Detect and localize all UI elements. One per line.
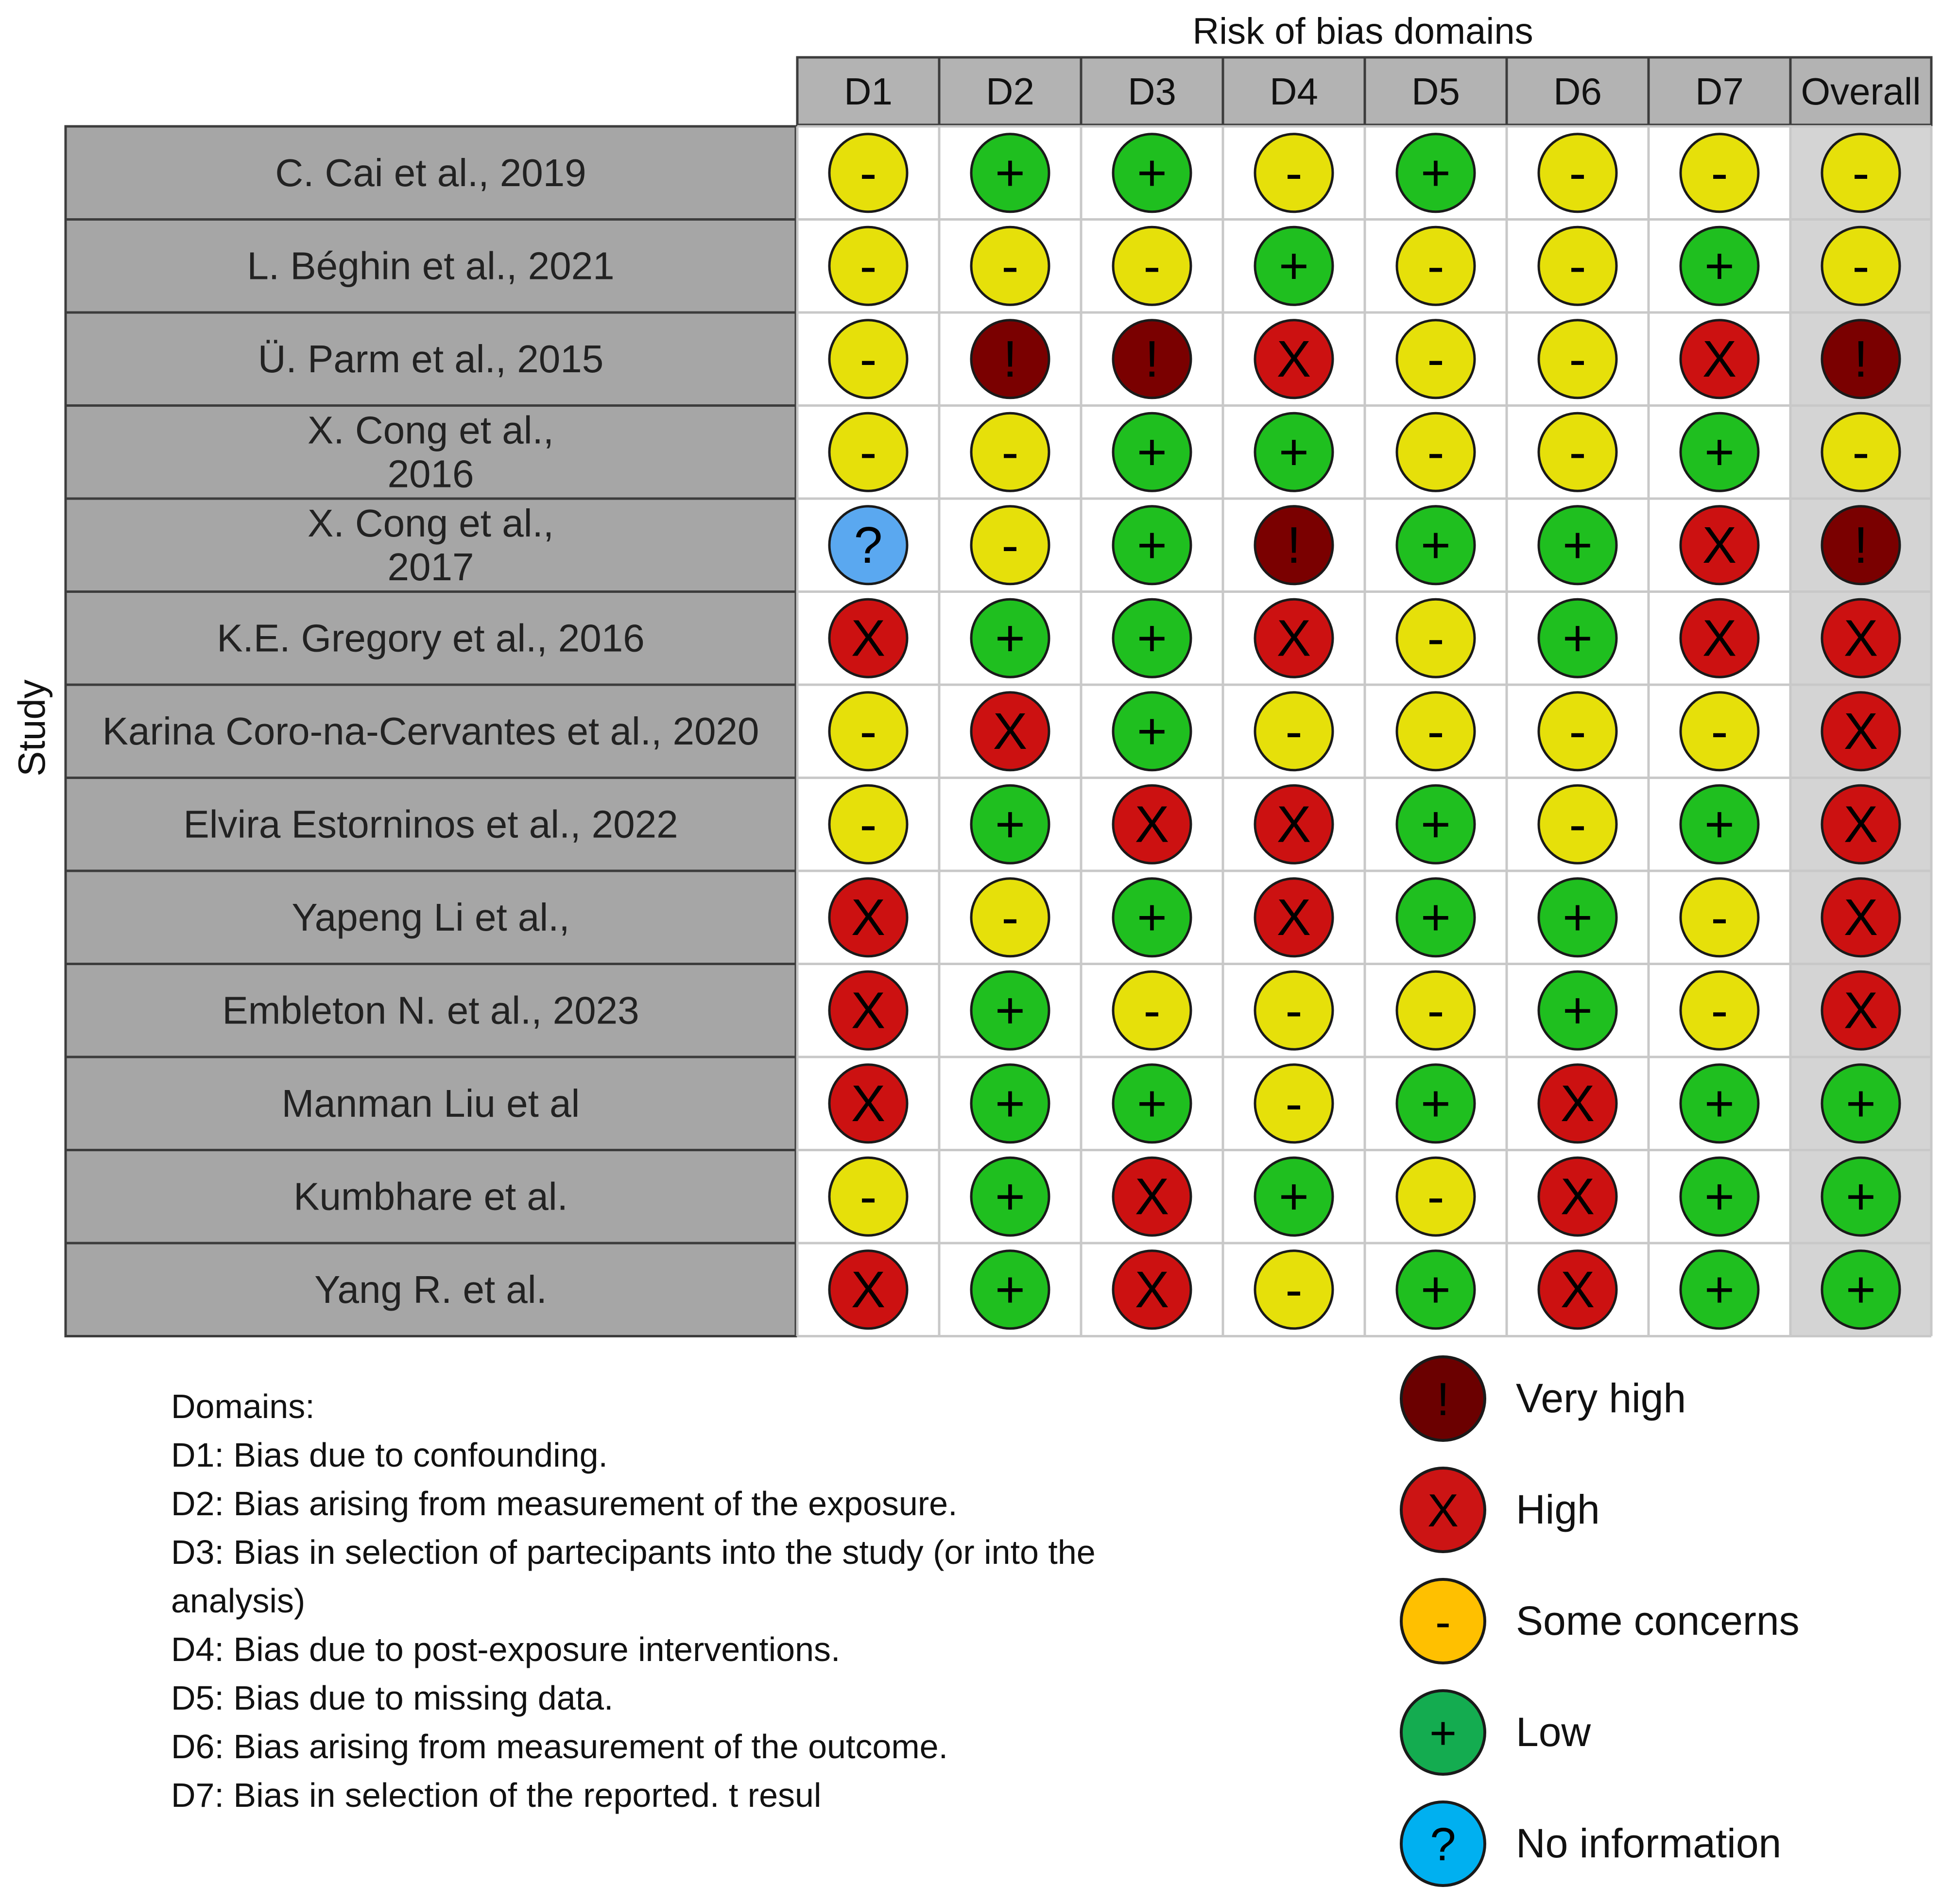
judgement-d1-noinfo (829, 506, 907, 584)
judgement-d2-some (971, 413, 1049, 491)
judgement-symbol: ! (1287, 516, 1301, 574)
judgement-symbol: + (995, 982, 1025, 1039)
domain-note: D5: Bias due to missing data. (171, 1679, 614, 1717)
judgement-d7-high (1681, 599, 1758, 677)
domain-notes (171, 1387, 1096, 1814)
judgement-symbol: - (859, 144, 877, 202)
judgement-d7-low (1681, 785, 1758, 863)
column-header-label: Overall (1801, 70, 1921, 113)
legend-label: Low (1516, 1709, 1591, 1755)
judgement-symbol: - (1427, 609, 1444, 667)
judgement-d6-low (1539, 506, 1616, 584)
judgement-overall-low (1822, 1065, 1900, 1142)
judgement-symbol: - (1285, 982, 1303, 1039)
domains-heading: Domains: (171, 1387, 315, 1425)
judgement-d6-some (1539, 413, 1616, 491)
study-row (66, 499, 1900, 592)
column-header-label: D4 (1270, 70, 1318, 113)
column-header-d5 (1365, 57, 1507, 125)
judgement-d7-low (1681, 413, 1758, 491)
judgement-d3-low (1113, 879, 1191, 956)
judgement-d7-some (1681, 134, 1758, 212)
judgement-d3-veryhigh (1113, 320, 1191, 398)
judgement-d1-some (829, 134, 907, 212)
judgement-d5-low (1397, 506, 1475, 584)
judgement-d2-low (971, 1065, 1049, 1142)
judgement-symbol: X (1702, 609, 1737, 667)
judgement-d1-some (829, 692, 907, 770)
judgement-d6-high (1539, 1158, 1616, 1235)
judgement-d2-some (971, 879, 1049, 956)
judgement-symbol: X (851, 982, 886, 1039)
domain-note: D3: Bias in selection of partecipants into the study (or into the (171, 1533, 1096, 1571)
judgement-d3-low (1113, 134, 1191, 212)
study-name-label: Kumbhare et al. (293, 1175, 568, 1218)
judgement-d7-some (1681, 971, 1758, 1049)
judgement-d1-high (829, 971, 907, 1049)
judgement-symbol: + (1704, 796, 1735, 853)
judgement-symbol: - (1711, 888, 1728, 946)
study-row (66, 312, 1900, 406)
judgement-d1-high (829, 1251, 907, 1329)
judgement-symbol: X (851, 1074, 886, 1132)
judgement-symbol: - (1285, 702, 1303, 760)
judgement-d6-some (1539, 692, 1616, 770)
study-name-label: Yang R. et al. (314, 1267, 547, 1311)
judgement-d4-low (1255, 1158, 1333, 1235)
domain-note: D7: Bias in selection of the reported. t resul (171, 1776, 822, 1814)
judgement-symbol: - (1852, 423, 1870, 481)
judgement-symbol: ! (1854, 330, 1868, 388)
study-name-label: Manman Liu et al (281, 1081, 580, 1125)
judgement-d3-low (1113, 692, 1191, 770)
judgement-symbol: - (1569, 423, 1586, 481)
judgement-symbol: + (1137, 423, 1167, 481)
judgement-d5-low (1397, 879, 1475, 956)
judgement-symbol: - (859, 796, 877, 853)
column-header-d2 (939, 57, 1081, 125)
judgement-symbol: - (859, 423, 877, 481)
judgement-d1-some (829, 320, 907, 398)
judgement-symbol: + (995, 1074, 1025, 1132)
judgement-d2-low (971, 599, 1049, 677)
judgement-symbol: - (1569, 330, 1586, 388)
grid-lines (797, 126, 1931, 1336)
judgement-symbol: - (1001, 888, 1019, 946)
legend-item-low (1401, 1691, 1591, 1774)
column-headers (797, 57, 1931, 125)
judgement-overall-veryhigh (1822, 506, 1900, 584)
judgement-symbol: + (995, 1168, 1025, 1226)
judgement-symbol: - (1852, 144, 1870, 202)
judgement-symbol: X (1276, 888, 1311, 946)
study-name-label: X. Cong et al., (308, 408, 554, 452)
domain-note: D2: Bias arising from measurement of the exposure. (171, 1485, 958, 1523)
judgement-symbol: X (1702, 330, 1737, 388)
domain-note: D4: Bias due to post-exposure interventions. (171, 1630, 841, 1668)
judgement-symbol: + (1704, 1074, 1735, 1132)
judgement-symbol: + (1846, 1074, 1876, 1132)
judgement-symbol: - (1711, 982, 1728, 1039)
judgement-d3-low (1113, 599, 1191, 677)
judgement-overall-high (1822, 599, 1900, 677)
judgement-symbol: ! (1145, 330, 1159, 388)
judgement-d5-some (1397, 413, 1475, 491)
judgement-d4-some (1255, 134, 1333, 212)
judgement-symbol: X (1276, 609, 1311, 667)
judgement-d4-low (1255, 227, 1333, 305)
column-header-label: D3 (1128, 70, 1176, 113)
judgement-symbol: X (993, 702, 1028, 760)
judgement-d4-some (1255, 1251, 1333, 1329)
judgement-d1-high (829, 599, 907, 677)
column-header-label: D6 (1553, 70, 1602, 113)
legend-symbol: ? (1430, 1818, 1456, 1870)
judgement-d3-high (1113, 785, 1191, 863)
judgement-symbol: + (1279, 423, 1309, 481)
judgement-symbol: + (1421, 144, 1451, 202)
study-name-label: L. Béghin et al., 2021 (247, 244, 615, 288)
judgement-symbol: ! (1854, 516, 1868, 574)
study-name-label: K.E. Gregory et al., 2016 (217, 616, 645, 660)
judgement-d2-low (971, 1251, 1049, 1329)
judgement-overall-low (1822, 1158, 1900, 1235)
judgement-d6-some (1539, 227, 1616, 305)
judgement-d1-some (829, 785, 907, 863)
judgement-symbol: - (1427, 330, 1444, 388)
judgement-symbol: + (1704, 1168, 1735, 1226)
column-header-overall (1790, 57, 1931, 125)
column-header-label: D2 (986, 70, 1034, 113)
legend-label: Very high (1516, 1375, 1686, 1421)
judgement-symbol: - (1852, 237, 1870, 295)
judgement-overall-some (1822, 134, 1900, 212)
judgement-symbol: ! (1003, 330, 1017, 388)
judgement-d5-some (1397, 320, 1475, 398)
judgement-symbol: + (1421, 796, 1451, 853)
judgement-symbol: X (851, 888, 886, 946)
chart-title: Risk of bias domains (1192, 11, 1533, 52)
judgement-symbol: + (995, 609, 1025, 667)
judgement-symbol: + (1137, 516, 1167, 574)
judgement-d2-some (971, 506, 1049, 584)
judgement-symbol: X (1276, 330, 1311, 388)
column-header-d1 (797, 57, 939, 125)
judgement-symbol: + (995, 1261, 1025, 1318)
judgement-symbol: - (1285, 144, 1303, 202)
study-name-label: C. Cai et al., 2019 (275, 151, 586, 194)
judgement-d7-some (1681, 692, 1758, 770)
judgement-symbol: X (851, 609, 886, 667)
judgement-symbol: X (1560, 1261, 1595, 1318)
judgement-symbol: - (1427, 702, 1444, 760)
judgement-overall-high (1822, 785, 1900, 863)
study-name-label: Karina Coro-na-Cervantes et al., 2020 (102, 709, 759, 753)
judgement-symbol: - (859, 237, 877, 295)
judgement-d4-veryhigh (1255, 506, 1333, 584)
legend-item-high (1401, 1468, 1600, 1552)
judgement-d7-low (1681, 227, 1758, 305)
judgement-symbol: + (1137, 609, 1167, 667)
judgement-symbol: X (1843, 702, 1878, 760)
judgement-d5-low (1397, 134, 1475, 212)
judgement-symbol: - (1711, 702, 1728, 760)
judgement-d6-some (1539, 785, 1616, 863)
judgement-d5-some (1397, 692, 1475, 770)
judgement-symbol: - (1711, 144, 1728, 202)
judgement-overall-high (1822, 971, 1900, 1049)
judgement-d5-some (1397, 599, 1475, 677)
judgement-overall-some (1822, 227, 1900, 305)
judgement-symbol: + (1563, 888, 1593, 946)
judgement-symbol: - (1285, 1074, 1303, 1132)
study-name-label: Ü. Parm et al., 2015 (258, 337, 604, 381)
judgement-d1-some (829, 1158, 907, 1235)
judgement-d2-low (971, 1158, 1049, 1235)
legend-label: No information (1516, 1820, 1782, 1866)
judgement-symbol: - (1001, 237, 1019, 295)
judgement-d7-low (1681, 1065, 1758, 1142)
judgement-symbol: X (1134, 1168, 1169, 1226)
judgement-overall-high (1822, 879, 1900, 956)
legend-label: Some concerns (1516, 1598, 1800, 1644)
judgement-symbol: - (1001, 516, 1019, 574)
legend-symbol: ! (1436, 1373, 1450, 1425)
judgement-d4-high (1255, 879, 1333, 956)
judgement-symbol: - (1143, 237, 1161, 295)
judgement-overall-high (1822, 692, 1900, 770)
judgement-d7-some (1681, 879, 1758, 956)
study-row (66, 964, 1900, 1057)
judgement-symbol: - (1285, 1261, 1303, 1318)
judgement-symbol: - (1569, 144, 1586, 202)
legend-item-noinfo (1401, 1802, 1781, 1886)
judgement-symbol: + (1421, 1074, 1451, 1132)
judgement-d7-low (1681, 1158, 1758, 1235)
column-header-label: D1 (844, 70, 893, 113)
judgement-d7-high (1681, 506, 1758, 584)
study-name-label: Elvira Estorninos et al., 2022 (183, 802, 678, 846)
judgement-symbol: + (1846, 1261, 1876, 1318)
judgement-symbol: X (1560, 1168, 1595, 1226)
judgement-symbol: + (1563, 516, 1593, 574)
judgement-d2-low (971, 785, 1049, 863)
legend-item-veryhigh (1401, 1357, 1686, 1440)
column-header-d3 (1081, 57, 1223, 125)
judgement-symbol: - (859, 330, 877, 388)
judgement-symbol: + (1704, 237, 1735, 295)
judgement-d2-high (971, 692, 1049, 770)
judgement-d4-some (1255, 692, 1333, 770)
judgement-d6-some (1539, 134, 1616, 212)
judgement-d3-low (1113, 506, 1191, 584)
study-name-label: Yapeng Li et al., (292, 895, 570, 939)
judgement-symbol: X (1843, 888, 1878, 946)
study-row (66, 1150, 1900, 1244)
legend-symbol: - (1435, 1596, 1451, 1648)
judgement-symbol: + (1704, 423, 1735, 481)
study-row (66, 778, 1900, 871)
judgement-d5-low (1397, 785, 1475, 863)
study-name-label: 2017 (387, 545, 474, 589)
judgement-d3-some (1113, 971, 1191, 1049)
judgement-d2-low (971, 134, 1049, 212)
judgement-symbol: + (1137, 1074, 1167, 1132)
column-header-d6 (1507, 57, 1649, 125)
judgement-d5-low (1397, 1065, 1475, 1142)
judgement-d2-low (971, 971, 1049, 1049)
judgement-d7-high (1681, 320, 1758, 398)
judgement-symbol: + (1137, 888, 1167, 946)
judgement-symbol: - (1569, 237, 1586, 295)
study-row (66, 220, 1900, 313)
judgement-symbol: X (1702, 516, 1737, 574)
judgement-symbol: + (1137, 144, 1167, 202)
study-name-label: X. Cong et al., (308, 501, 554, 545)
judgement-symbol: X (1276, 796, 1311, 853)
study-row (66, 1057, 1900, 1150)
study-row (66, 1243, 1900, 1336)
study-row (66, 685, 1900, 778)
judgement-d4-some (1255, 971, 1333, 1049)
judgement-d2-some (971, 227, 1049, 305)
judgement-d3-high (1113, 1158, 1191, 1235)
judgement-d1-high (829, 1065, 907, 1142)
judgement-d3-some (1113, 227, 1191, 305)
judgement-symbol: - (1427, 982, 1444, 1039)
judgement-d3-low (1113, 1065, 1191, 1142)
domain-note: D6: Bias arising from measurement of the outcome. (171, 1728, 948, 1766)
judgement-symbol: X (1134, 796, 1169, 853)
legend-symbol: + (1429, 1707, 1457, 1759)
judgement-d1-some (829, 413, 907, 491)
judgement-overall-low (1822, 1251, 1900, 1329)
judgement-symbol: + (1563, 609, 1593, 667)
judgement-symbol: X (1843, 796, 1878, 853)
judgement-overall-veryhigh (1822, 320, 1900, 398)
judgement-d6-low (1539, 599, 1616, 677)
judgement-d5-some (1397, 227, 1475, 305)
judgement-symbol: X (1843, 609, 1878, 667)
judgement-d4-high (1255, 599, 1333, 677)
judgement-symbol: + (995, 144, 1025, 202)
judgement-symbol: - (1143, 982, 1161, 1039)
judgement-d4-some (1255, 1065, 1333, 1142)
judgement-d5-some (1397, 971, 1475, 1049)
judgement-symbol: - (1427, 423, 1444, 481)
judgement-d6-high (1539, 1251, 1616, 1329)
judgement-d5-low (1397, 1251, 1475, 1329)
judgement-symbol: X (1134, 1261, 1169, 1318)
judgement-d1-some (829, 227, 907, 305)
judgement-symbol: + (1421, 516, 1451, 574)
judgement-d2-veryhigh (971, 320, 1049, 398)
judgement-symbol: - (1569, 702, 1586, 760)
column-header-label: D7 (1695, 70, 1744, 113)
judgement-d6-low (1539, 971, 1616, 1049)
judgement-symbol: + (1421, 888, 1451, 946)
judgement-symbol: X (1560, 1074, 1595, 1132)
legend-label: High (1516, 1487, 1600, 1532)
judgement-symbol: - (1427, 237, 1444, 295)
judgement-symbol: + (1704, 1261, 1735, 1318)
judgement-d7-low (1681, 1251, 1758, 1329)
judgement-d3-low (1113, 413, 1191, 491)
judgement-symbol: X (1843, 982, 1878, 1039)
judgement-d4-high (1255, 785, 1333, 863)
study-name-label: Embleton N. et al., 2023 (222, 988, 639, 1032)
judgement-symbol: + (1279, 1168, 1309, 1226)
study-name-label: 2016 (387, 452, 474, 496)
judgement-d1-high (829, 879, 907, 956)
judgement-symbol: - (859, 702, 877, 760)
judgement-d3-high (1113, 1251, 1191, 1329)
domain-note: D1: Bias due to confounding. (171, 1436, 608, 1474)
column-header-label: D5 (1411, 70, 1460, 113)
study-rows (66, 126, 1931, 1336)
study-row (66, 406, 1900, 499)
study-row (66, 592, 1900, 685)
study-row (66, 126, 1900, 220)
legend (1401, 1357, 1800, 1886)
judgement-symbol: - (1569, 796, 1586, 853)
judgement-symbol: - (859, 1168, 877, 1226)
legend-symbol: X (1427, 1485, 1459, 1537)
judgement-d5-some (1397, 1158, 1475, 1235)
judgement-symbol: + (1563, 982, 1593, 1039)
study-row (66, 871, 1900, 964)
judgement-d6-low (1539, 879, 1616, 956)
column-header-d4 (1223, 57, 1365, 125)
judgement-d6-high (1539, 1065, 1616, 1142)
legend-item-some (1401, 1579, 1800, 1663)
judgement-symbol: + (1279, 237, 1309, 295)
judgement-symbol: + (1846, 1168, 1876, 1226)
judgement-symbol: + (995, 796, 1025, 853)
judgement-symbol: X (851, 1261, 886, 1318)
judgement-d4-high (1255, 320, 1333, 398)
judgement-symbol: - (1001, 423, 1019, 481)
judgement-d4-low (1255, 413, 1333, 491)
judgement-symbol: + (1421, 1261, 1451, 1318)
judgement-symbol: - (1427, 1168, 1444, 1226)
column-header-d7 (1649, 57, 1790, 125)
domain-note: analysis) (171, 1582, 306, 1620)
judgement-symbol: ? (854, 516, 883, 574)
y-axis-label: Study (10, 679, 53, 777)
judgement-overall-some (1822, 413, 1900, 491)
judgement-symbol: + (1137, 702, 1167, 760)
judgement-d6-some (1539, 320, 1616, 398)
